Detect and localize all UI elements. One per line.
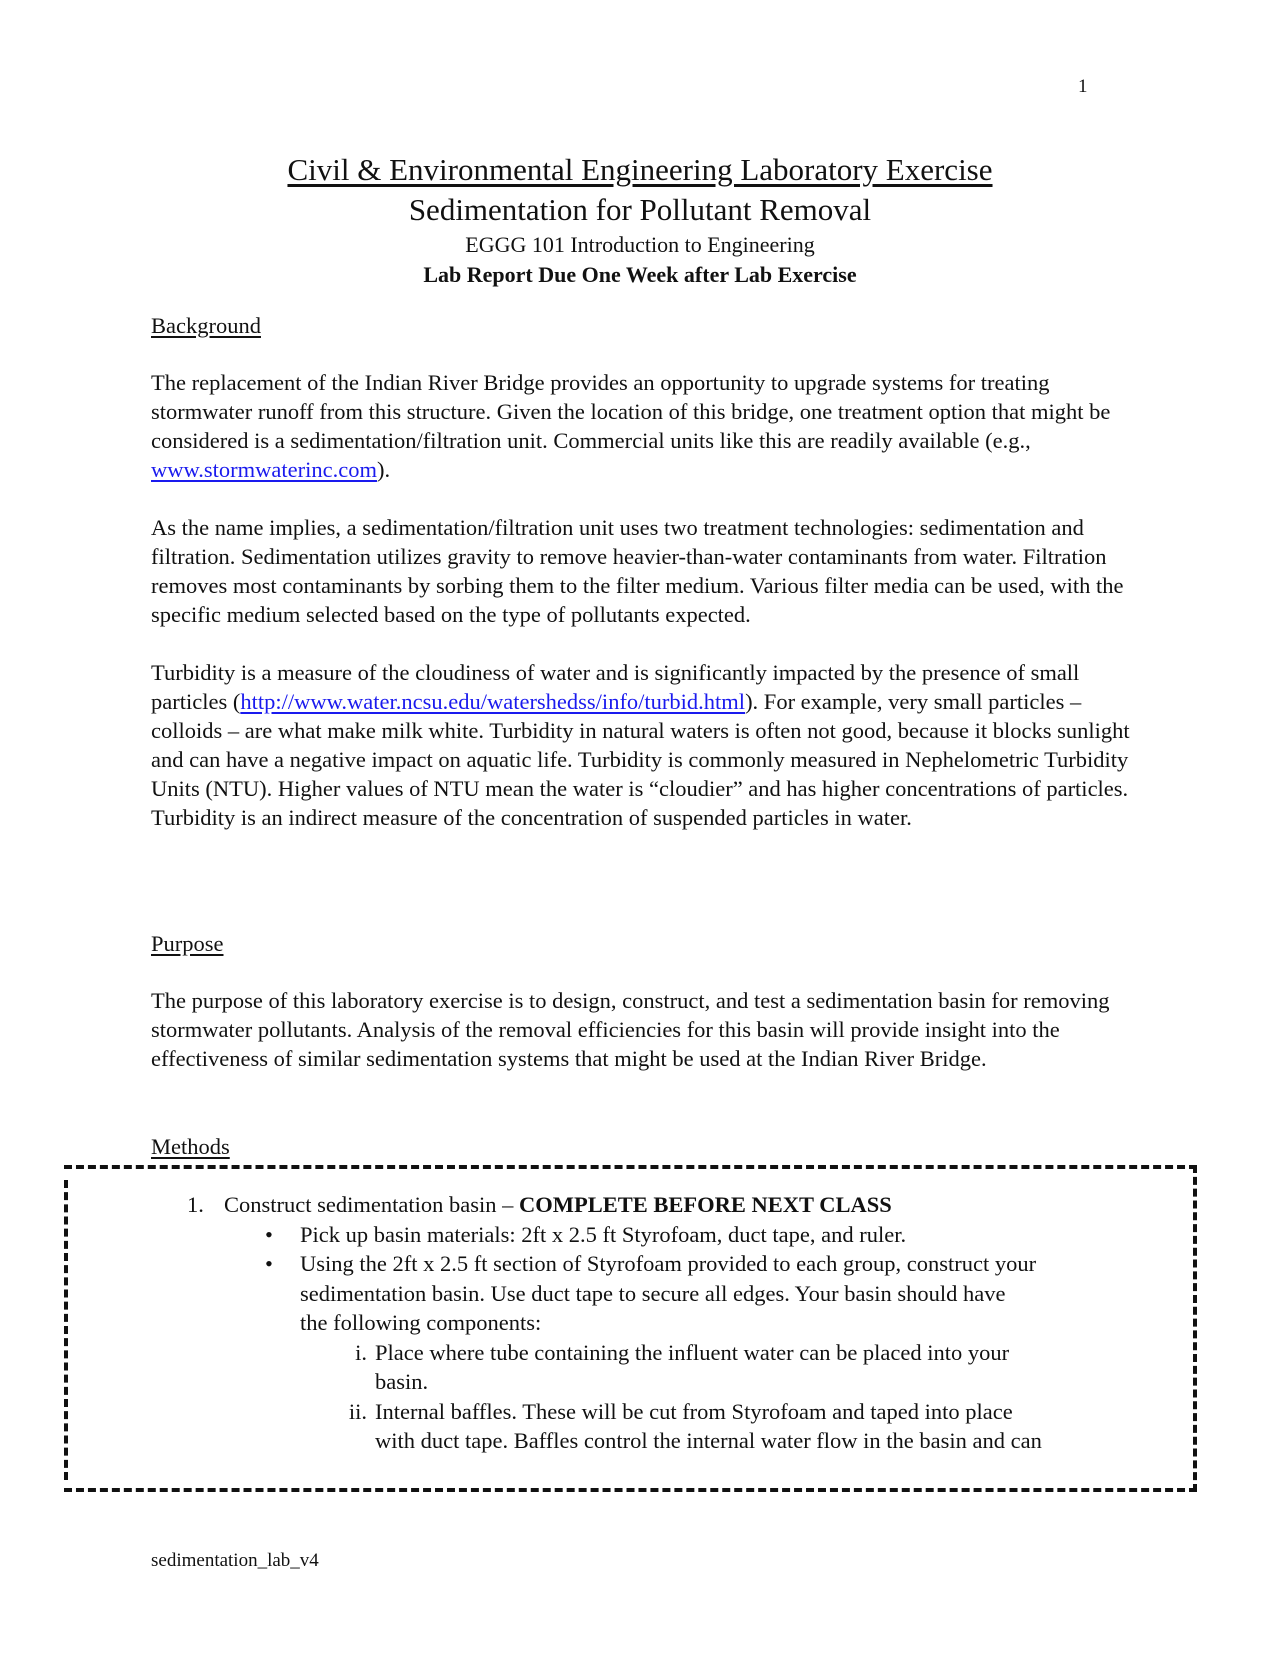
- page-number: 1: [1078, 76, 1088, 97]
- background-p1-text-a: The replacement of the Indian River Bridge provides an opportunity to upgrade systems for treating stormwater runoff from this structure. Given the location of this bridge, one treatment option that might be considered is a sedimentation/filtration unit. Commercial units like this are readily available (e.g.,: [151, 370, 1111, 453]
- methods-heading: Methods: [151, 1134, 230, 1159]
- due-date-note: Lab Report Due One Week after Lab Exercise: [423, 262, 857, 287]
- course-name: EGGG 101 Introduction to Engineering: [465, 232, 815, 257]
- bullet-2-line-2: sedimentation basin. Use duct tape to secure all edges. Your basin should have: [300, 1280, 1006, 1306]
- purpose-paragraph: The purpose of this laboratory exercise is to design, construct, and test a sedimentation basin for removing stormwater pollutants. Analysis of the removal efficiencies for this basin will provide insight into the effectiveness of similar sedimentation systems that might be used at the Indian River Bridge.: [151, 988, 1110, 1071]
- bullet-2-marker: •: [265, 1251, 273, 1276]
- bullet-1-text: Pick up basin materials: 2ft x 2.5 ft Styrofoam, duct tape, and ruler.: [300, 1221, 907, 1247]
- purpose-heading: Purpose: [151, 931, 224, 956]
- subitem-ii-number: ii.: [348, 1398, 367, 1424]
- background-heading: Background: [151, 313, 261, 338]
- purpose-section: [151, 929, 1141, 1073]
- list-item-1-label: Construct sedimentation basin –: [224, 1192, 519, 1217]
- list-item-1-number: 1.: [187, 1192, 204, 1217]
- title-block: [0, 150, 1280, 290]
- subitem-ii-line-1: Internal baffles. These will be cut from Styrofoam and taped into place: [375, 1398, 1013, 1424]
- background-paragraph-3: [151, 658, 1141, 832]
- methods-section: [151, 1132, 1141, 1161]
- subitem-i-line-1: Place where tube containing the influent water can be placed into your: [375, 1339, 1010, 1365]
- turbidity-link[interactable]: http://www.water.ncsu.edu/watershedss/info/turbid.html: [240, 689, 746, 714]
- background-p3-text-b: ). For example, very small particles – colloids – are what make milk white. Turbidity in natural waters is often not good, because it blocks sunlight and can have a negative impact on aquatic life. Turbidity is commonly measured in Nephelometric Turbidity Units (NTU). Higher values of NTU mean the water is “cloudier” and has higher concentrations of particles. Turbidity is an indirect measure of the concentration of suspended particles in water.: [151, 689, 1130, 830]
- background-section: [151, 311, 1141, 832]
- document-title: Civil & Environmental Engineering Laboratory Exercise: [287, 152, 993, 187]
- dashed-callout-left-edge: [64, 1180, 68, 1480]
- bullet-1-marker: •: [265, 1221, 273, 1247]
- subitem-i-number: i.: [355, 1339, 367, 1365]
- background-p1-text-b: ).: [376, 457, 391, 482]
- document-subtitle: Sedimentation for Pollutant Removal: [408, 192, 872, 227]
- list-item-1-text: [224, 1190, 892, 1220]
- background-paragraph-1: [151, 368, 1141, 484]
- subitem-i-line-2: basin.: [375, 1369, 429, 1394]
- subitem-ii-line-2: with duct tape. Baffles control the internal water flow in the basin and can: [375, 1428, 1042, 1453]
- footer-filename: sedimentation_lab_v4: [151, 1550, 319, 1571]
- background-paragraph-2: As the name implies, a sedimentation/filtration unit uses two treatment technologies: sedimentation and filtration. Sedimentation utilizes gravity to remove heavier-than-water contaminants from water. Filtration removes most contaminants by sorbing them to the filter medium. Various filter media can be used, with the specific medium selected based on the type of pollutants expected.: [151, 515, 1124, 627]
- stormwaterinc-link[interactable]: www.stormwaterinc.com: [151, 457, 377, 482]
- bullet-2-line-3: the following components:: [300, 1310, 542, 1335]
- background-p3-text-a: Turbidity is a measure of the cloudiness of water and is significantly impacted by the presence of small particles (: [151, 660, 1080, 714]
- list-item-1: [187, 1190, 204, 1220]
- bullet-2-line-1: Using the 2ft x 2.5 ft section of Styrofoam provided to each group, construct your: [300, 1251, 1037, 1276]
- list-item-1-emphasis: COMPLETE BEFORE NEXT CLASS: [518, 1192, 892, 1217]
